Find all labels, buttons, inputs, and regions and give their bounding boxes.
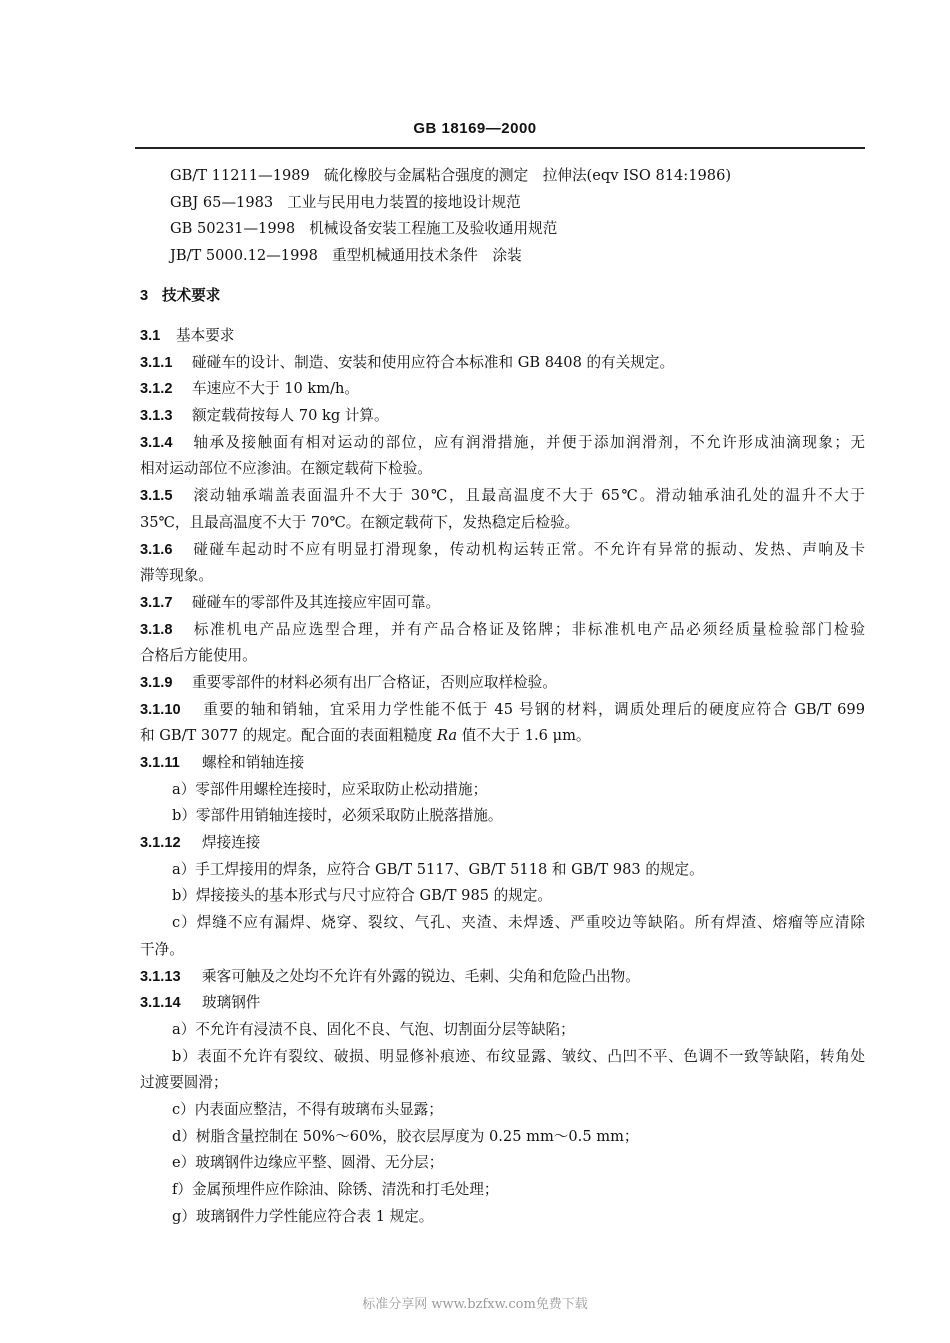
list-item: a）不允许有浸渍不良、固化不良、气泡、切割面分层等缺陷； (172, 1020, 575, 1038)
page-header-standard-number: GB 18169—2000 (413, 120, 537, 137)
clause (140, 750, 865, 777)
list-item: c）焊缝不应有漏焊、烧穿、裂纹、气孔、夹渣、未焊透、严重咬边等缺陷。所有焊渣、熔瘤等应清除 (172, 914, 865, 932)
reference-title: 机械设备安装工程施工及验收通用规范 (309, 220, 558, 238)
clause (140, 403, 865, 430)
clause-text: 标准机电产品应选型合理，并有产品合格证及铭牌；非标准机电产品必须经质量检验部门检验 (192, 620, 865, 638)
clause-number: 3.1.6 (140, 541, 173, 558)
clause-number: 3.1.4 (140, 434, 173, 451)
list-item: b）零部件用销轴连接时，必须采取防止脱落措施。 (172, 807, 503, 825)
reference-code: JB/T 5000.12—1998 (170, 247, 318, 265)
section-title: 技术要求 (162, 287, 221, 305)
clause-number: 3.1.7 (140, 594, 173, 611)
reference-item (140, 243, 865, 270)
list-item: b）表面不允许有裂纹、破损、明显修补痕迹、布纹显露、皱纹、凸凹不平、色调不一致等缺陷，转角处 (172, 1047, 865, 1065)
clause (140, 617, 865, 644)
list-item: c）内表面应整洁，不得有玻璃布头显露； (172, 1100, 443, 1118)
clause-number: 3.1.5 (140, 488, 173, 505)
clause (140, 376, 865, 403)
clause-number: 3.1.10 (140, 701, 181, 718)
clause-continuation: 合格后方能使用。 (140, 647, 257, 665)
list-item: b）焊接接头的基本形式与尺寸应符合 GB/T 985 的规定。 (172, 887, 553, 905)
reference-item (140, 163, 865, 190)
subsection-number: 3.1 (140, 328, 161, 345)
clause (140, 430, 865, 457)
clause (140, 670, 865, 697)
clause (140, 964, 865, 991)
clause-number: 3.1.2 (140, 381, 173, 398)
list-item: f）金属预埋件应作除油、除锈、清洗和打毛处理； (172, 1181, 499, 1199)
clause-text: 滚动轴承端盖表面温升不大于 30℃，且最高温度不大于 65℃。滑动轴承油孔处的温升不大于 (192, 487, 865, 505)
list-item-continuation: 过渡要圆滑； (140, 1074, 228, 1092)
document-body (140, 163, 865, 1230)
clause (140, 350, 865, 377)
roughness-symbol: Ra (437, 727, 458, 745)
clause-text: 值不大于 1.6 μm。 (457, 727, 591, 745)
clause-number: 3.1.8 (140, 621, 173, 638)
clause-number: 3.1.12 (140, 835, 181, 852)
reference-item (140, 190, 865, 217)
clause-continuation: 35℃，且最高温度不大于 70℃。在额定载荷下，发热稳定后检验。 (140, 513, 580, 531)
section-heading (140, 283, 865, 310)
clause-number: 3.1.14 (140, 995, 181, 1012)
reference-code: GBJ 65—1983 (170, 193, 274, 211)
clause (140, 537, 865, 564)
clause-text: 焊接连接 (202, 834, 261, 852)
clause-number: 3.1.11 (140, 755, 180, 772)
reference-title: 硫化橡胶与金属粘合强度的测定 拉伸法(eqv ISO 814:1986) (323, 167, 732, 184)
section-number: 3 (140, 288, 149, 305)
subsection-title: 基本要求 (176, 327, 235, 345)
list-item: d）树脂含量控制在 50%～60%，胶衣层厚度为 0.25 mm～0.5 mm； (172, 1127, 639, 1145)
list-item: a）零部件用螺栓连接时，应采取防止松动措施； (172, 780, 488, 798)
list-item: g）玻璃钢件力学性能应符合表 1 规定。 (172, 1207, 434, 1225)
clause (140, 483, 865, 510)
clause (140, 990, 865, 1017)
clause-text: 乘客可触及之处均不允许有外露的锐边、毛刺、尖角和危险凸出物。 (202, 967, 640, 985)
reference-code: GB/T 11211—1989 (170, 167, 310, 184)
clause-text: 碰碰车的设计、制造、安装和使用应符合本标准和 GB 8408 的有关规定。 (192, 353, 675, 371)
clause-continuation (140, 723, 865, 750)
clause-text: 车速应不大于 10 km/h。 (192, 380, 360, 398)
list-item: a）手工焊接用的焊条，应符合 GB/T 5117、GB/T 5118 和 GB/T 983 的规定。 (172, 860, 704, 878)
clause-text: 螺栓和销轴连接 (202, 754, 305, 772)
clause-text: 轴承及接触面有相对运动的部位，应有润滑措施，并便于添加润滑剂，不允许形成油滴现象；无 (192, 433, 865, 451)
clause-text: 玻璃钢件 (202, 994, 261, 1012)
reference-code: GB 50231—1998 (170, 220, 296, 238)
clause (140, 697, 865, 724)
header-rule (135, 147, 865, 149)
reference-title: 重型机械通用技术条件 涂装 (331, 247, 522, 265)
clause-continuation: 相对运动部位不应渗油。在额定载荷下检验。 (140, 460, 432, 478)
clause-text: 和 GB/T 3077 的规定。配合面的表面粗糙度 (140, 727, 438, 745)
clause-text: 重要零部件的材料必须有出厂合格证，否则应取样检验。 (192, 673, 557, 691)
clause-number: 3.1.9 (140, 674, 173, 691)
clause-text: 重要的轴和销轴，宜采用力学性能不低于 45 号钢的材料，调质处理后的硬度应符合 GB/T 699 (202, 700, 865, 718)
list-item: e）玻璃钢件边缘应平整、圆滑、无分层； (172, 1154, 444, 1172)
clause (140, 830, 865, 857)
list-item-continuation: 干净。 (140, 940, 184, 958)
subsection-heading (140, 323, 865, 350)
clause-text: 额定载荷按每人 70 kg 计算。 (192, 407, 389, 425)
clause-number: 3.1.1 (140, 354, 173, 371)
reference-title: 工业与民用电力装置的接地设计规范 (287, 193, 521, 211)
clause (140, 590, 865, 617)
reference-item (140, 216, 865, 243)
clause-continuation: 滞等现象。 (140, 567, 213, 585)
clause-number: 3.1.13 (140, 968, 181, 985)
clause-text: 碰碰车起动时不应有明显打滑现象，传动机构运转正常。不允许有异常的振动、发热、声响及卡 (192, 540, 865, 558)
footer-watermark-link[interactable]: 标准分享网 www.bzfxw.com免费下载 (362, 1297, 588, 1312)
clause-text: 碰碰车的零部件及其连接应牢固可靠。 (192, 593, 441, 611)
clause-number: 3.1.3 (140, 408, 173, 425)
